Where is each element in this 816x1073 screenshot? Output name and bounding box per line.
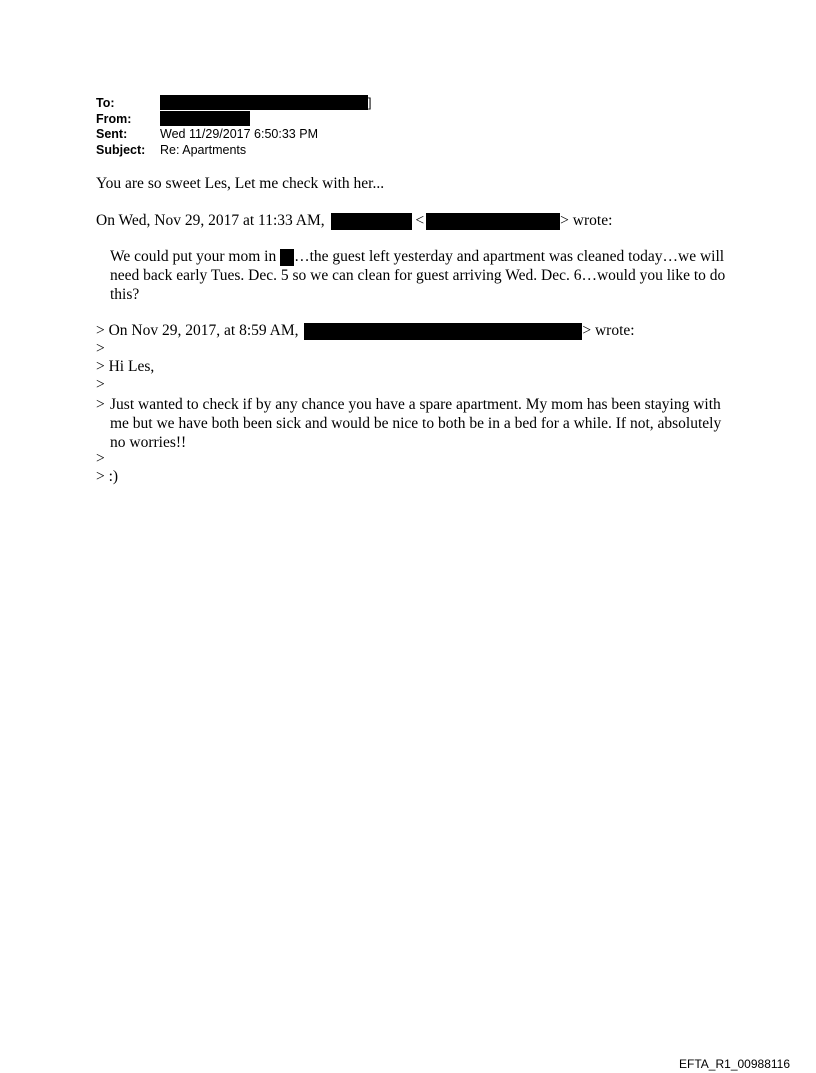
redaction-box <box>331 213 412 230</box>
to-value <box>160 96 371 112</box>
quote-1-pre: We could put your mom in <box>110 248 277 265</box>
attribution-line-1 <box>96 211 726 230</box>
quoted-message-1 <box>96 247 740 304</box>
reply-text: You are so sweet Les, Let me check with her... <box>96 175 385 192</box>
subject-label: Subject: <box>96 142 146 157</box>
sent-value: Wed 11/29/2017 6:50:33 PM <box>160 127 318 141</box>
quote-marker-line: > <box>96 450 105 467</box>
redaction-box <box>426 213 560 230</box>
quote-greeting: > Hi Les, <box>96 358 155 375</box>
document-id: EFTA_R1_00988116 <box>679 1057 790 1071</box>
quote-marker: > <box>96 396 105 413</box>
attribution-1-lt: < <box>415 212 425 229</box>
quote-2-paragraph: Just wanted to check if by any chance you have a spare apartment. My mom has been staying with me but we have both been sick and would be nice to both be in a bed for a while. If not, absolutely no worries!! <box>110 396 722 451</box>
attribution-2-suffix: > wrote: <box>582 322 635 339</box>
redaction-box <box>304 323 582 340</box>
attribution-1-suffix: > wrote: <box>560 212 613 229</box>
from-value <box>160 112 250 128</box>
redaction-box <box>160 95 368 110</box>
quote-closing: > :) <box>96 468 119 485</box>
sent-label: Sent: <box>96 127 128 141</box>
quote-1-post: …the guest left yesterday and apartment was cleaned today…we will need back early Tues. Dec. 5 so we can clean for guest arriving Wed. Dec. 6…would you like to do this? <box>110 248 726 303</box>
attribution-1-prefix: On Wed, Nov 29, 2017 at 11:33 AM, <box>96 212 325 229</box>
redaction-box <box>280 249 294 266</box>
redaction-box <box>160 111 250 126</box>
attribution-2-prefix: > On Nov 29, 2017, at 8:59 AM, <box>96 322 299 339</box>
subject-value: Re: Apartments <box>160 142 247 157</box>
to-trailing-bracket: ] <box>368 96 372 110</box>
from-label: From: <box>96 111 132 126</box>
quote-marker-line: > <box>96 376 105 393</box>
quoted-message-2 <box>96 395 726 452</box>
attribution-line-2 <box>96 321 726 340</box>
quote-marker-line: > <box>96 340 105 357</box>
to-label: To: <box>96 96 115 110</box>
